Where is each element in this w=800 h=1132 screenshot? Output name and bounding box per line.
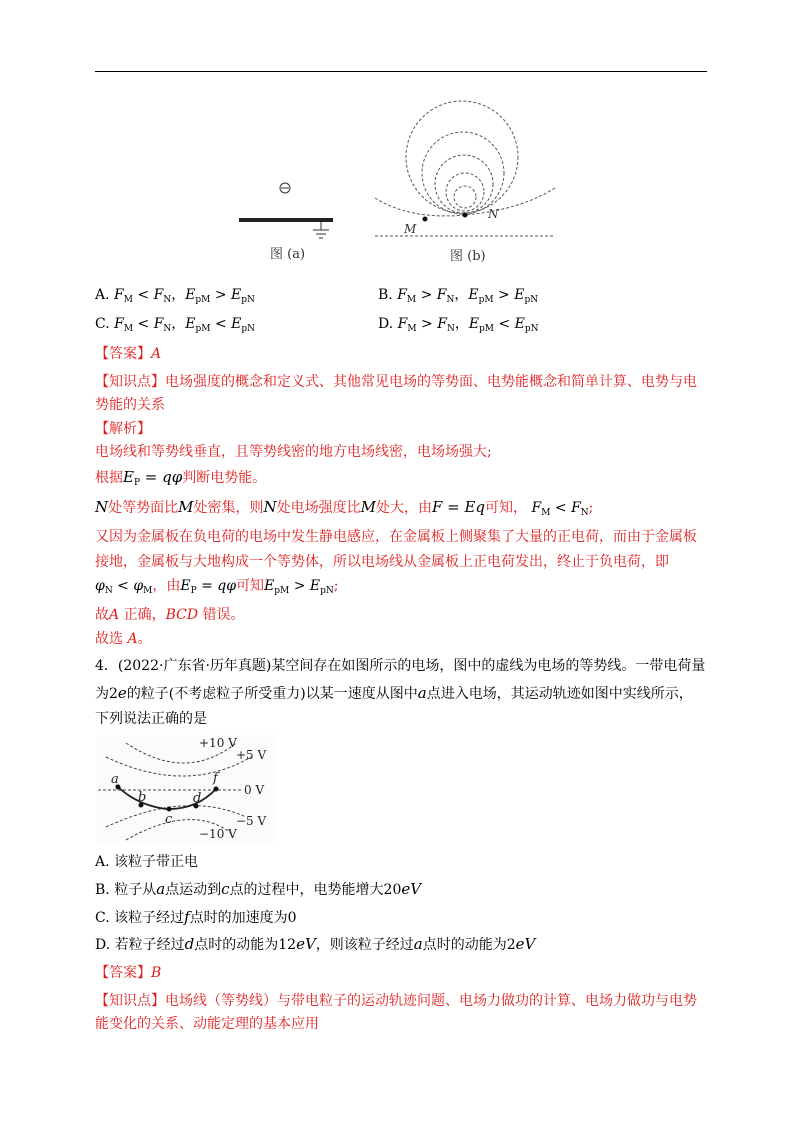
equipotential-circle-4 (446, 173, 484, 211)
q4-knowledge-2: 能变化的关系、动能定理的基本应用 (95, 1016, 319, 1032)
label-m: M (404, 222, 417, 236)
label-n: N (488, 207, 499, 221)
label-f: f (213, 771, 218, 786)
q4-option-a[interactable]: A. 该粒子带正电 (95, 854, 199, 870)
q4-stem-2: 为2e的粒子(不考虑粒子所受重力)以某一速度从图中a点进入电场，其运动轨迹如图中实线所示， (95, 684, 693, 702)
option-a[interactable]: A. $F_M < F_N$，$E_{pM} > E_{pN}$ (95, 287, 255, 305)
point-m (423, 217, 428, 222)
q4-stem-1: 4．(2022·广东省·历年真题)某空间存在如图所示的电场，图中的虚线为电场的等势线。一带电荷量 (95, 658, 706, 674)
q4-knowledge-1: 【知识点】电场线（等势线）与带电粒子的运动轨迹问题、电场力做功的计算、电场力做功与电势 (95, 993, 697, 1009)
q3-knowledge-1: 【知识点】电场强度的概念和定义式、其他常见电场的等势面、电势能概念和简单计算、电势与电 (95, 374, 697, 390)
q4-stem-3: 下列说法正确的是 (95, 711, 207, 727)
equipotential-curve (375, 188, 555, 216)
equipotential-circle-3 (435, 155, 493, 213)
label-c: c (165, 812, 173, 827)
point-n (463, 213, 468, 218)
q3-analysis-line2: 根据$E_P = q\varphi$判断电势能。 (95, 468, 267, 488)
q3-analysis-line5: 接地，金属板与大地构成一个等势体，所以电场线从金属板上正电荷发出，终止于负电荷，即 (95, 554, 669, 570)
label-plus5v: +5 V (236, 748, 267, 762)
option-c[interactable]: C. $F_M < F_N$，$E_{pM} < E_{pN}$ (95, 316, 256, 334)
option-b[interactable]: B. $F_M > F_N$，$E_{pM} > E_{pN}$ (378, 287, 539, 305)
figure-a (225, 170, 350, 270)
q3-analysis-line7: 故A 正确，BCD 错误。 (95, 607, 245, 623)
q3-analysis-label: 【解析】 (95, 421, 151, 437)
q3-knowledge-2: 势能的关系 (95, 397, 165, 413)
figure-a-caption: 图 (a) (270, 247, 306, 262)
q4-option-c[interactable]: C. 该粒子经过f点时的加速度为0 (95, 908, 297, 926)
header-rule (95, 71, 707, 72)
q4-figure (96, 735, 276, 843)
q4-answer: 【答案】B (95, 965, 162, 981)
q3-analysis-line8: 故选 A。 (95, 631, 152, 647)
q3-analysis-line3: N处等势面比M处密集，则N处电场强度比M处大，由F = Eq可知， $F_M < F_N$; (95, 498, 594, 518)
metal-plate (239, 218, 333, 222)
label-minus10v: −10 V (199, 827, 237, 841)
label-plus10v: +10 V (199, 736, 237, 750)
label-d: d (193, 791, 202, 806)
equipotential-circle-5 (454, 186, 476, 208)
label-zero-v: 0 V (244, 783, 265, 797)
q3-analysis-line6: $\varphi_N < \varphi_M$，由$E_P = q\varphi$可知$E_{pM} > E_{pN}$; (95, 578, 339, 596)
q3-answer: 【答案】A (95, 346, 162, 362)
label-a: a (111, 772, 119, 787)
figure-b-caption: 图 (b) (450, 249, 486, 264)
label-b: b (138, 790, 147, 805)
q3-analysis-line1: 电场线和等势线垂直，且等势线密的地方电场线密，电场场强大; (95, 444, 492, 460)
q4-option-b[interactable]: B. 粒子从a点运动到c点的过程中，电势能增大20eV (95, 880, 422, 898)
point-c (167, 807, 172, 812)
option-d[interactable]: D. $F_M > F_N$，$E_{pM} < E_{pN}$ (378, 316, 539, 334)
figure-b (370, 100, 560, 270)
q3-analysis-line4: 又因为金属板在负电荷的电场中发生静电感应，在金属板上侧聚集了大量的正电荷，而由于金属板 (95, 529, 697, 545)
label-minus5v: −5 V (236, 814, 267, 828)
point-f (214, 787, 219, 792)
q4-option-d[interactable]: D. 若粒子经过d点时的动能为12eV，则该粒子经过a点时的动能为2eV (95, 935, 536, 953)
